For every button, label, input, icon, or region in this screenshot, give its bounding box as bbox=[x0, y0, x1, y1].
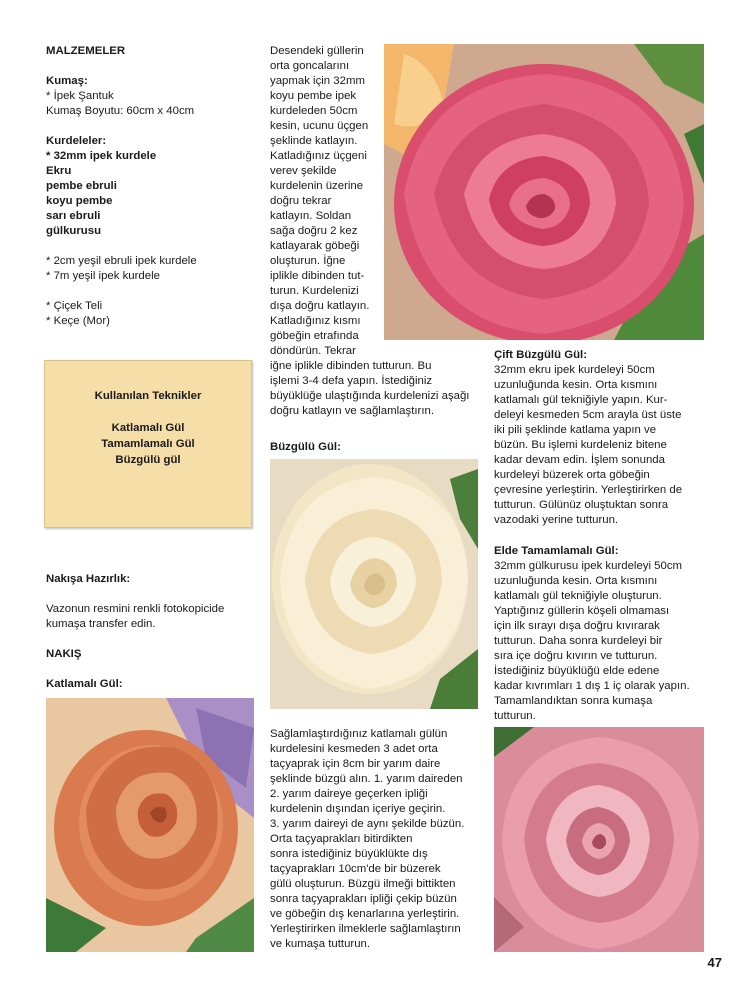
technique-item: Katlamalı Gül bbox=[111, 422, 185, 434]
intro-line: doğru katlayın ve sağlamlaştırın. bbox=[270, 405, 434, 417]
intro-line: döndürün. Tekrar bbox=[270, 345, 356, 357]
intro-text-wide bbox=[270, 359, 495, 419]
intro-line: katlayarak göbeği bbox=[270, 240, 360, 252]
orange-rose-photo bbox=[46, 698, 254, 952]
katlamali-heading: Katlamalı Gül: bbox=[46, 678, 123, 690]
ribbon-line: koyu pembe bbox=[46, 195, 113, 207]
elde-line: uzunluğunda kesin. Orta kısmını bbox=[494, 575, 658, 587]
intro-line: Desendeki güllerin bbox=[270, 45, 364, 57]
buzgulu-line: taçyaprak için 8cm bir yarım daire bbox=[270, 758, 441, 770]
cift-line: katlamalı gül tekniğiyle yapın. Kur- bbox=[494, 394, 668, 406]
techniques-title: Kullanılan Teknikler bbox=[94, 390, 202, 402]
intro-line: şeklinde katlayın. bbox=[270, 135, 358, 147]
dusty-rose-photo bbox=[494, 727, 704, 952]
intro-line: verev şekilde bbox=[270, 165, 337, 177]
page-number: 47 bbox=[707, 955, 722, 970]
cift-line: kadar devam edin. İşlem sonunda bbox=[494, 454, 665, 466]
intro-line: koyu pembe ipek bbox=[270, 90, 357, 102]
intro-line: dışa doğru katlayın. bbox=[270, 300, 370, 312]
intro-line: kurdelenin üzerine bbox=[270, 180, 364, 192]
buzgulu-line: kurdelenin dışından içeriye geçirin. bbox=[270, 803, 446, 815]
elde-line: kadar kıvrımları 1 dış 1 iç olarak yapın. bbox=[494, 680, 690, 692]
ribbon-line: * 32mm ipek kurdele bbox=[46, 150, 157, 162]
intro-line: orta goncalarını bbox=[270, 60, 350, 72]
ribbon-line: gülkurusu bbox=[46, 225, 102, 237]
elde-line: katlamalı gül tekniğiyle oluşturun. bbox=[494, 590, 662, 602]
cream-rose-photo bbox=[270, 459, 478, 709]
technique-item: Tamamlamalı Gül bbox=[101, 438, 195, 450]
elde-line: için ilk sırayı dışa doğru kıvırarak bbox=[494, 620, 660, 632]
buzgulu-line: 3. yarım daireyi de aynı şekilde büzün. bbox=[270, 818, 465, 830]
materials-heading: MALZEMELER bbox=[46, 45, 126, 57]
cift-line: vazodaki yerine tutturun. bbox=[494, 514, 619, 526]
green-ribbon-line: * 2cm yeşil ebruli ipek kurdele bbox=[46, 255, 197, 267]
intro-text-narrow bbox=[270, 44, 380, 359]
pink-rose-photo bbox=[384, 44, 704, 340]
other-material-line: * Çiçek Teli bbox=[46, 300, 103, 312]
cift-line: tutturun. Gülünüz oluştuktan sonra bbox=[494, 499, 669, 511]
buzgulu-line: sonra taçyaprakları ipliği çekip büzün bbox=[270, 893, 457, 905]
ribbon-line: sarı ebruli bbox=[46, 210, 101, 222]
buzgulu-line: sonra istediğiniz büyüklükte dış bbox=[270, 848, 428, 860]
elde-line: Yaptığınız güllerin köşeli olmaması bbox=[494, 605, 670, 617]
buzgulu-line: Sağlamlaştırdığınız katlamalı gülün bbox=[270, 728, 448, 740]
materials-section bbox=[46, 44, 256, 329]
buzgulu-line: şeklinde büzgü alın. 1. yarım daireden bbox=[270, 773, 463, 785]
buzgulu-line: taçyaprakları 10cm'de bir büzerek bbox=[270, 863, 441, 875]
intro-line: Katladığınız üçgeni bbox=[270, 150, 367, 162]
embroidery-heading: NAKIŞ bbox=[46, 648, 82, 660]
intro-line: kesin, ucunu üçgen bbox=[270, 120, 369, 132]
intro-line: oluşturun. İğne bbox=[270, 255, 346, 267]
cift-line: çevresine yerleştirin. Yerleştirirken de bbox=[494, 484, 683, 496]
buzgulu-heading: Büzgülü Gül: bbox=[270, 441, 341, 453]
ribbon-heading: Kurdeleler: bbox=[46, 135, 107, 147]
intro-line: kurdeleden 50cm bbox=[270, 105, 358, 117]
prep-heading: Nakışa Hazırlık: bbox=[46, 573, 131, 585]
intro-line: Katladığınız kısmı bbox=[270, 315, 361, 327]
techniques-box bbox=[44, 360, 252, 528]
intro-line: doğru tekrar bbox=[270, 195, 332, 207]
other-material-line: * Keçe (Mor) bbox=[46, 315, 110, 327]
cift-section bbox=[494, 348, 704, 528]
cift-line: iki pili şeklinde katlama yapın ve bbox=[494, 424, 657, 436]
elde-line: Tamamlandıktan sonra kumaşa bbox=[494, 695, 653, 707]
buzgulu-line: kurdelesini kesmeden 3 adet orta bbox=[270, 743, 438, 755]
cift-line: büzün. Bu işlemi kurdeleniz bitene bbox=[494, 439, 667, 451]
ribbon-line: Ekru bbox=[46, 165, 72, 177]
elde-heading: Elde Tamamlamalı Gül: bbox=[494, 545, 619, 557]
green-ribbon-line: * 7m yeşil ipek kurdele bbox=[46, 270, 160, 282]
intro-line: katlayın. Soldan bbox=[270, 210, 352, 222]
ribbon-line: pembe ebruli bbox=[46, 180, 117, 192]
buzgulu-line: Orta taçyaprakları bitirdikten bbox=[270, 833, 413, 845]
cift-line: kurdeleyi büzerek orta göbeğin bbox=[494, 469, 650, 481]
cift-line: 32mm ekru ipek kurdeleyi 50cm bbox=[494, 364, 655, 376]
intro-line: işlemi 3-4 defa yapın. İstediğiniz bbox=[270, 375, 433, 387]
prep-section bbox=[46, 572, 256, 692]
buzgulu-line: ve kumaşa tutturun. bbox=[270, 938, 371, 950]
buzgulu-line: ve göbeğin dış kenarlarına yerleştirin. bbox=[270, 908, 460, 920]
cift-heading: Çift Büzgülü Gül: bbox=[494, 349, 587, 361]
intro-line: turun. Kurdelenizi bbox=[270, 285, 359, 297]
elde-line: 32mm gülkurusu ipek kurdeleyi 50cm bbox=[494, 560, 683, 572]
elde-section bbox=[494, 544, 704, 724]
intro-line: büyüklüğe ulaştığında kurdelenizi aşağı bbox=[270, 390, 470, 402]
prep-text: Vazonun resmini renkli fotokopicide kumaşa transfer edin. bbox=[46, 603, 225, 630]
cift-line: uzunluğunda kesin. Orta kısmını bbox=[494, 379, 658, 391]
buzgulu-line: 2. yarım daireye geçerken ipliği bbox=[270, 788, 428, 800]
intro-line: göbeğin etrafında bbox=[270, 330, 359, 342]
elde-line: tutturun. Daha sonra kurdeleyi bir bbox=[494, 635, 663, 647]
fabric-heading: Kumaş: bbox=[46, 75, 88, 87]
intro-line: sağa doğru 2 kez bbox=[270, 225, 358, 237]
buzgulu-line: gülü oluşturun. Büzgü ilmeği bittikten bbox=[270, 878, 456, 890]
buzgulu-line: Yerleştirirken ilmeklerle sağlamlaştırın bbox=[270, 923, 461, 935]
technique-item: Büzgülü gül bbox=[115, 454, 181, 466]
elde-line: İstediğiniz büyüklüğü elde edene bbox=[494, 665, 660, 677]
cift-line: deleyi kesmeden 5cm arayla üst üste bbox=[494, 409, 682, 421]
fabric-line: * İpek Şantuk bbox=[46, 90, 114, 102]
buzgulu-text bbox=[270, 727, 490, 952]
intro-line: iğne iplikle dibinden tutturun. Bu bbox=[270, 360, 432, 372]
buzgulu-heading-wrap bbox=[270, 440, 495, 455]
intro-line: yapmak için 32mm bbox=[270, 75, 365, 87]
intro-line: iplikle dibinden tut- bbox=[270, 270, 365, 282]
elde-line: sıra içe doğru kıvırın ve tutturun. bbox=[494, 650, 658, 662]
fabric-line: Kumaş Boyutu: 60cm x 40cm bbox=[46, 105, 195, 117]
elde-line: tutturun. bbox=[494, 710, 536, 722]
